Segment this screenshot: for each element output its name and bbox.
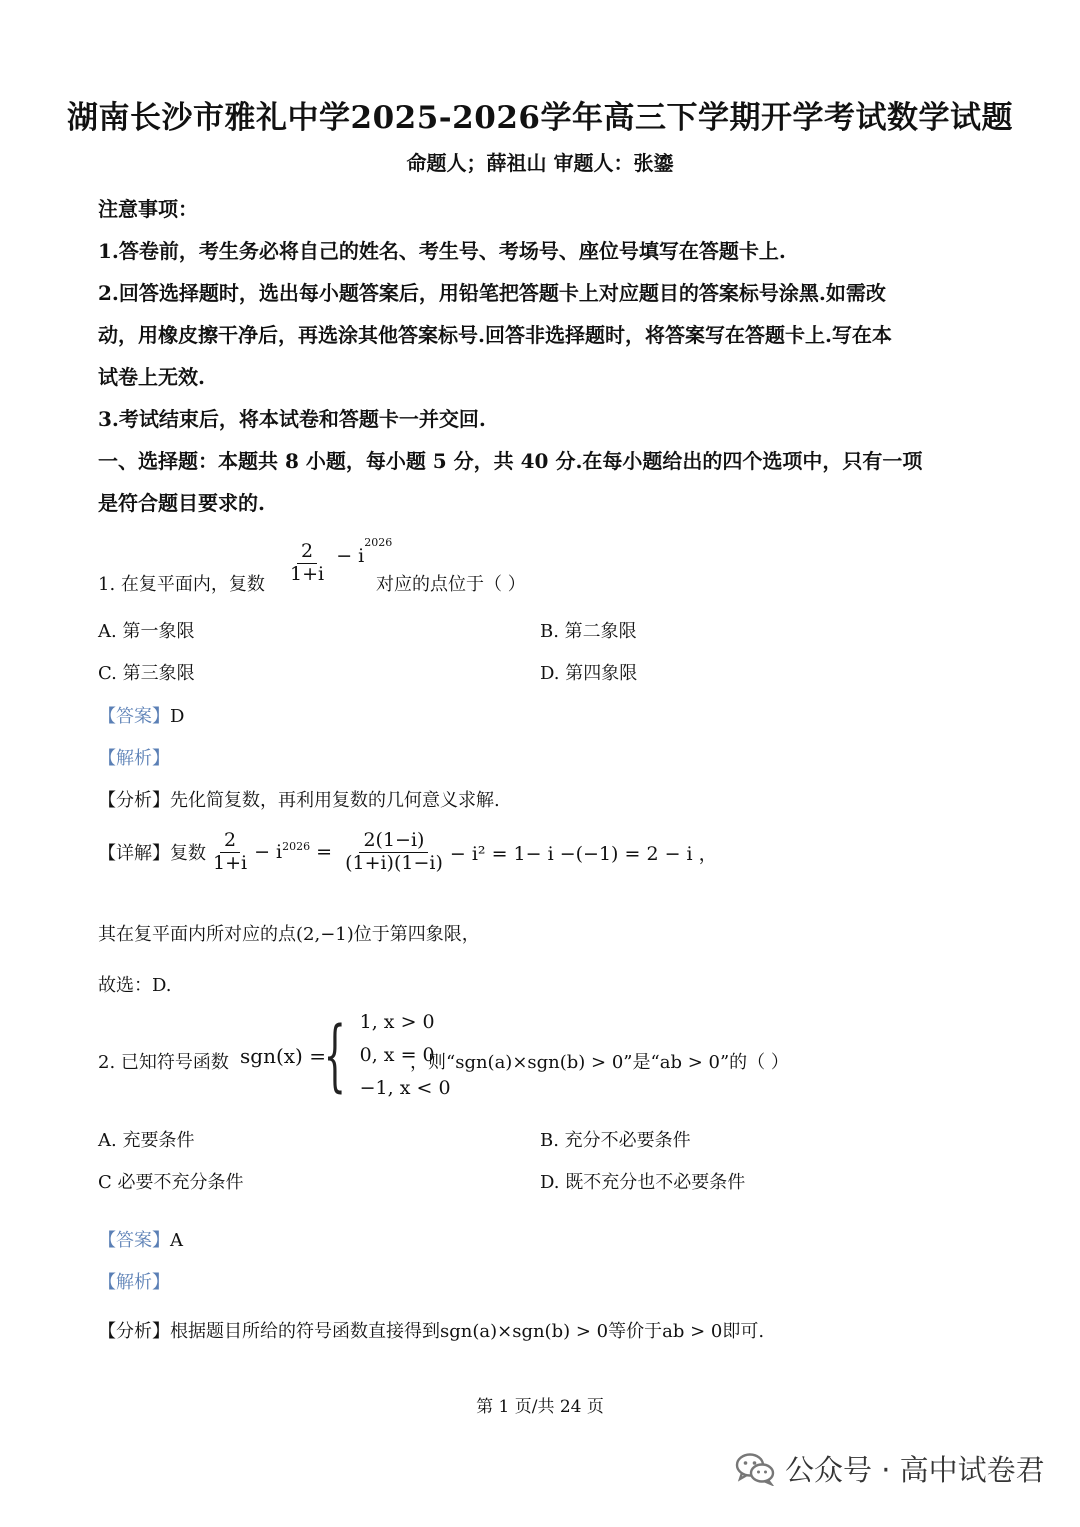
wechat-icon — [735, 1452, 775, 1486]
q2-fenxi-tag: 【分析】 — [98, 1321, 170, 1342]
q1-option-d: D. 第四象限 — [540, 663, 638, 684]
page-title: 湖南长沙市雅礼中学2025-2026学年高三下学期开学考试数学试题 — [67, 100, 1013, 136]
page-footer: 第 1 页/共 24 页 — [476, 1397, 604, 1417]
q1-xj-exponent: 2026 — [282, 840, 311, 853]
q2-option-c: C 必要不充分条件 — [98, 1172, 244, 1193]
q2-fenxi: 根据题目所给的符号函数直接得到sgn(a)×sgn(b) > 0等价于ab > 0即可. — [170, 1321, 765, 1342]
q1-xiangjie-prefix: 复数 — [170, 843, 206, 865]
q2-answer-line — [98, 1226, 183, 1252]
notice-item-1: 1.答卷前，考生务必将自己的姓名、考生号、考场号、座位号填写在答题卡上. — [98, 239, 786, 263]
notice-item-3: 3.考试结束后，将本试卷和答题卡一并交回. — [98, 407, 486, 431]
section-heading-line-2: 是符合题目要求的. — [98, 491, 265, 515]
q2-prefix: 2. 已知符号函数 — [98, 1052, 229, 1073]
q2-answer-tag: 【答案】 — [98, 1230, 170, 1251]
notice-item-2-line-3: 试卷上无效. — [98, 365, 205, 389]
exam-authors: 命题人；薛祖山 审题人：张鎏 — [406, 151, 674, 175]
q1-xj-frac2-num: 2(1−i) — [359, 830, 428, 853]
q1-xiangjie-tag: 【详解】 — [98, 843, 170, 865]
notice-item-2-line-1: 2.回答选择题时，选出每小题答案后，用铅笔把答题卡上对应题目的答案标号涂黑.如需改 — [98, 281, 886, 305]
q1-option-c: C. 第三象限 — [98, 663, 195, 684]
q1-fenxi-line — [98, 786, 500, 812]
notice-heading: 注意事项： — [98, 197, 198, 221]
q1-xj-frac1-den: 1+i — [213, 851, 248, 874]
q1-xj-frac2-den: (1+i)(1−i) — [345, 851, 443, 874]
q1-point-line: 其在复平面内所对应的点(2,−1)位于第四象限， — [98, 924, 480, 945]
q2-option-b: B. 充分不必要条件 — [540, 1130, 691, 1151]
q2-case-1: 1, x > 0 — [359, 1011, 435, 1033]
watermark-text: 公众号 · 高中试卷君 — [785, 1453, 1045, 1487]
q1-option-b: B. 第二象限 — [540, 621, 637, 642]
q1-fenxi: 先化简复数，再利用复数的几何意义求解. — [170, 790, 500, 811]
q1-choose-line: 故选：D. — [98, 975, 172, 996]
q1-frac-num: 2 — [297, 541, 317, 564]
q2-answer: A — [170, 1230, 183, 1251]
q2-function: sgn(x) = — [240, 1044, 326, 1068]
q2-fenxi-line — [98, 1317, 764, 1343]
q2-option-d: D. 既不充分也不必要条件 — [540, 1172, 746, 1193]
section-heading-line-1: 一、选择题：本题共 8 小题，每小题 5 分，共 40 分.在每小题给出的四个选项中，只有一项 — [98, 449, 923, 473]
q2-case-3: −1, x < 0 — [359, 1077, 451, 1099]
q1-option-a: A. 第一象限 — [98, 621, 195, 642]
q1-answer: D — [170, 706, 185, 727]
q1-frac-den: 1+i — [290, 563, 325, 585]
notice-item-2-line-2: 动，用橡皮擦干净后，再选涂其他答案标号.回答非选择题时，将答案写在答题卡上.写在本 — [98, 323, 892, 347]
q2-case-2: 0, x = 0 — [359, 1044, 435, 1066]
q2-analysis-tag: 【解析】 — [98, 1272, 170, 1293]
q1-answer-tag: 【答案】 — [98, 706, 170, 727]
q2-option-a: A. 充要条件 — [98, 1130, 195, 1151]
q1-xiangjie-line: 【详解】 复数 $\frac{2}{1+i}$ − i $^{2026}$ = $\frac{2(1-i)}{(1+i)(1-i)}$ − i² = 1− i −(−1) = 2 − i ， — [98, 829, 718, 874]
q1-suffix: 对应的点位于（ ） — [376, 574, 526, 595]
q1-xj-tail: − i² = 1− i −(−1) = 2 − i ， — [449, 842, 718, 865]
q1-analysis-tag: 【解析】 — [98, 748, 170, 769]
q1-exponent: 2026 — [364, 536, 393, 549]
q1-prefix: 1. 在复平面内，复数 — [98, 574, 265, 595]
brace-icon: { — [323, 1010, 346, 1101]
q1-answer-line — [98, 702, 184, 728]
q1-fenxi-tag: 【分析】 — [98, 790, 170, 811]
q2-suffix: ，则“sgn(a)×sgn(b) > 0”是“ab > 0”的（ ） — [410, 1052, 789, 1073]
q1-xj-minus-i: − i — [254, 841, 283, 864]
watermark — [735, 1448, 1045, 1489]
q1-xj-frac1-num: 2 — [220, 830, 240, 853]
q1-minus-i: − i — [336, 545, 365, 567]
